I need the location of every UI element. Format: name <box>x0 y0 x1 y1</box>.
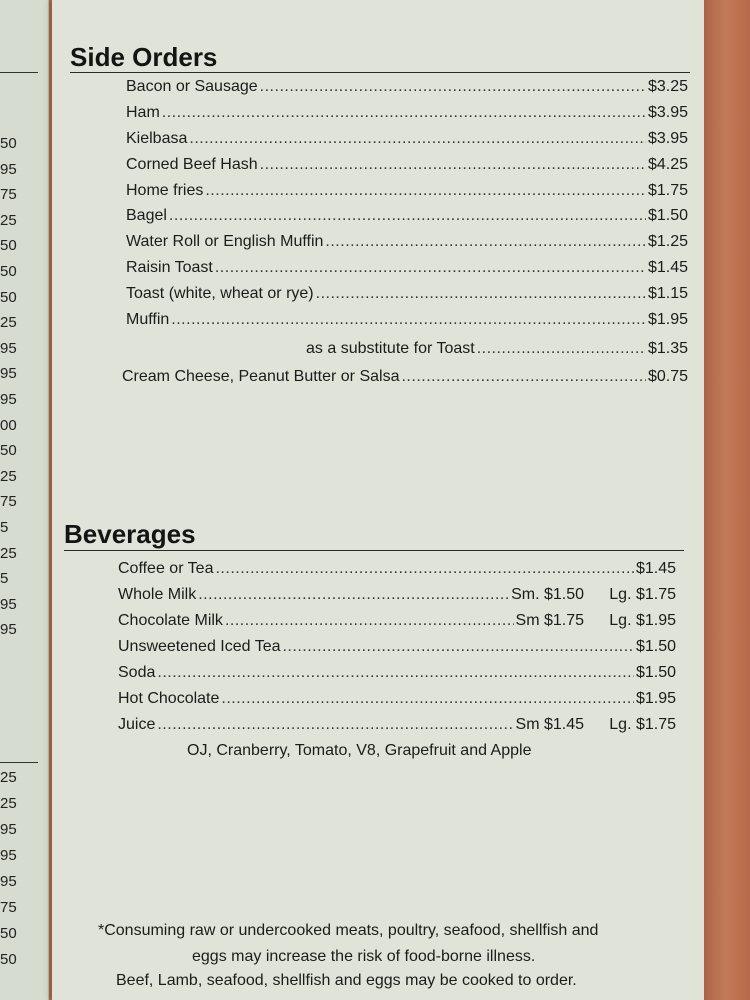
beverage-row <box>118 716 676 738</box>
left-page-price: 00 <box>0 416 17 434</box>
side-orders-title: Side Orders <box>70 42 218 72</box>
item-price: $1.95 <box>635 690 676 707</box>
juice-flavors-note: OJ, Cranberry, Tomato, V8, Grapefruit and Apple <box>187 742 532 759</box>
item-name: as a substitute for Toast <box>306 340 475 357</box>
item-price: $1.45 <box>647 259 688 276</box>
item-price: $1.50 <box>635 638 676 655</box>
side-order-row <box>126 156 688 178</box>
dot-leader <box>157 664 634 682</box>
item-name: Bagel <box>126 207 167 224</box>
item-name: Home fries <box>126 182 204 199</box>
dot-leader <box>215 560 633 578</box>
left-page-price: 50 <box>0 263 17 280</box>
left-page-rule-lower <box>0 762 38 763</box>
item-price: $1.35 <box>647 340 688 357</box>
beverages-title: Beverages <box>64 519 196 549</box>
item-name: Corned Beef Hash <box>126 156 258 173</box>
item-price: $1.50 <box>647 207 688 224</box>
item-price: Sm. $1.50 <box>511 586 584 603</box>
item-price: $3.95 <box>647 104 688 121</box>
item-name: Coffee or Tea <box>118 560 214 577</box>
item-name: Muffin <box>126 311 170 328</box>
left-page-price: 95 <box>0 621 17 639</box>
side-order-row <box>306 340 688 362</box>
left-page-price: 75 <box>0 899 17 916</box>
left-page-price: 25 <box>0 544 17 562</box>
left-page-price: 95 <box>0 365 17 383</box>
dot-leader <box>477 340 646 358</box>
left-page-rule <box>0 72 38 73</box>
beverage-row <box>118 664 676 686</box>
beverages-rule <box>64 550 684 551</box>
left-page-price: 25 <box>0 314 17 332</box>
dot-leader <box>157 716 513 734</box>
item-price-large: Lg. $1.75 <box>609 716 676 733</box>
dot-leader <box>221 690 634 708</box>
item-name: Juice <box>118 716 156 733</box>
left-page-price: 50 <box>0 288 17 306</box>
left-page-price: 95 <box>0 595 17 613</box>
item-price: $1.25 <box>647 233 688 250</box>
dot-leader <box>171 311 646 329</box>
left-page-price: 50 <box>0 442 17 460</box>
item-price: Sm $1.75 <box>515 612 584 629</box>
side-order-row <box>126 259 688 281</box>
dot-leader <box>316 285 646 303</box>
dot-leader <box>162 104 646 122</box>
left-page-price: 95 <box>0 821 17 838</box>
side-order-row <box>126 311 688 333</box>
left-page-price: 75 <box>0 186 17 204</box>
dot-leader <box>169 207 646 225</box>
left-page-price: 25 <box>0 467 17 485</box>
left-page-price: 75 <box>0 493 17 511</box>
left-page-price: 50 <box>0 237 17 255</box>
item-name: Raisin Toast <box>126 259 213 276</box>
menu-page <box>52 0 704 1000</box>
left-page-price: 95 <box>0 873 17 890</box>
left-page-price: 25 <box>0 795 17 812</box>
item-price: $1.75 <box>647 182 688 199</box>
dot-leader <box>205 182 646 200</box>
item-price: $4.25 <box>647 156 688 173</box>
dot-leader <box>215 259 646 277</box>
item-name: Bacon or Sausage <box>126 78 258 95</box>
side-order-row <box>126 207 688 229</box>
footer-warning-line2: eggs may increase the risk of food-borne illness. <box>192 948 536 965</box>
side-order-row <box>126 104 688 126</box>
left-page-price: 50 <box>0 925 17 942</box>
beverage-row <box>118 612 676 634</box>
item-name: Chocolate Milk <box>118 612 223 629</box>
left-page-price: 25 <box>0 769 17 786</box>
item-price-large: Lg. $1.75 <box>609 586 676 603</box>
side-order-row <box>126 233 688 255</box>
left-page-price: 25 <box>0 211 17 229</box>
dot-leader <box>260 78 646 96</box>
dot-leader <box>282 638 633 656</box>
footer-warning-line1: *Consuming raw or undercooked meats, poultry, seafood, shellfish and <box>98 922 599 939</box>
left-page-price: 50 <box>0 135 17 152</box>
dot-leader <box>198 586 509 604</box>
left-page-price: 95 <box>0 339 17 357</box>
left-page-price: 95 <box>0 391 17 408</box>
dot-leader <box>260 156 646 174</box>
left-page-price: 5 <box>0 570 9 588</box>
item-name: Unsweetened Iced Tea <box>118 638 281 655</box>
left-page-price: 50 <box>0 951 17 968</box>
item-name: Whole Milk <box>118 586 197 603</box>
item-price: $1.50 <box>635 664 676 681</box>
left-page-price: 95 <box>0 847 17 864</box>
item-price: Sm $1.45 <box>515 716 584 733</box>
side-order-row <box>126 182 688 204</box>
item-name: Cream Cheese, Peanut Butter or Salsa <box>122 368 400 385</box>
side-order-row <box>126 78 688 100</box>
dot-leader <box>401 368 645 386</box>
item-name: Hot Chocolate <box>118 690 220 707</box>
footer-warning-line3: Beef, Lamb, seafood, shellfish and eggs may be cooked to order. <box>116 972 577 989</box>
left-page-price: 95 <box>0 160 17 178</box>
side-order-row <box>126 285 688 307</box>
item-price-large: Lg. $1.95 <box>609 612 676 629</box>
dot-leader <box>225 612 514 630</box>
item-name: Soda <box>118 664 156 681</box>
left-menu-page <box>0 0 49 1000</box>
side-order-row <box>126 130 688 152</box>
beverage-row <box>118 638 676 660</box>
dot-leader <box>189 130 646 148</box>
beverage-row <box>118 690 676 712</box>
item-price: $1.95 <box>647 311 688 328</box>
left-page-price: 5 <box>0 519 9 536</box>
beverage-row <box>118 560 676 582</box>
side-order-row <box>122 368 688 390</box>
beverage-row <box>118 586 676 608</box>
item-name: Toast (white, wheat or rye) <box>126 285 314 302</box>
item-price: $3.95 <box>647 130 688 147</box>
item-price: $1.15 <box>647 285 688 302</box>
item-name: Kielbasa <box>126 130 188 147</box>
item-price: $0.75 <box>647 368 688 385</box>
item-price: $1.45 <box>635 560 676 577</box>
item-name: Water Roll or English Muffin <box>126 233 324 250</box>
item-price: $3.25 <box>647 78 688 95</box>
side-orders-rule <box>70 72 690 73</box>
dot-leader <box>325 233 646 251</box>
item-name: Ham <box>126 104 160 121</box>
